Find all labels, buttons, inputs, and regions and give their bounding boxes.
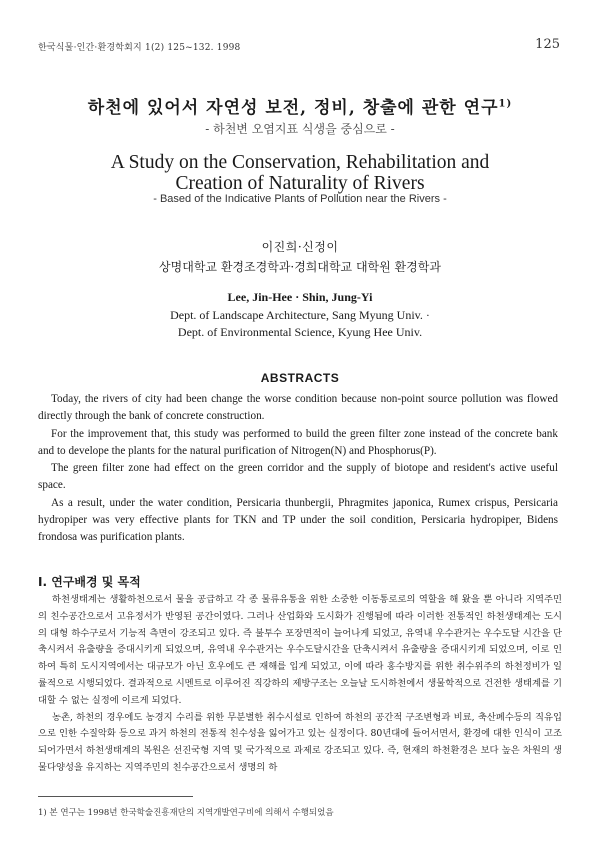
korean-title-text: 하천에 있어서 자연성 보전, 정비, 창출에 관한 연구: [87, 98, 499, 118]
korean-subtitle: - 하천변 오염지표 식생을 중심으로 -: [205, 122, 395, 136]
footnote: 1) 본 연구는 1998년 한국학술진흥재단의 지역개발연구비에 의해서 수행되었음: [38, 808, 334, 818]
section-heading: I. 연구배경 및 목적: [38, 575, 141, 589]
english-title: [0, 152, 600, 194]
abstract-heading: ABSTRACTS: [260, 371, 340, 385]
english-title-line-2: Creation of Naturality of Rivers: [175, 173, 425, 194]
abstract-paragraph: The green filter zone had effect on the green corridor and the supply of biotope and resident's active useful space.: [38, 462, 558, 492]
abstract-body: [38, 391, 558, 547]
page-number: 125: [535, 37, 560, 52]
abstract-paragraph: For the improvement that, this study was performed to build the green filter zone instead of the concrete bank and to develope the plants for the natural purification of Nitrogen(N) and Phosphorus(P).: [38, 427, 558, 457]
korean-title: [0, 93, 600, 118]
abstract-paragraph: Today, the rivers of city had been change the worse condition because non-point source pollution was flowed directly through the bank of concrete construction.: [38, 393, 558, 423]
english-subtitle: - Based of the Indicative Plants of Pollution near the Rivers -: [153, 193, 447, 205]
korean-authors: 이진희·신정이: [261, 240, 339, 254]
english-authors: Lee, Jin-Hee · Shin, Jung-Yi: [227, 290, 373, 304]
body-paragraph: 농촌, 하천의 경우에도 농경지 수리를 위한 무분별한 취수시설로 인하여 하천의 공간적 구조변형과 비료, 축산폐수등의 직유입으로 인한 수질악화 등으로 과거 하천의 전통적 친수성을 잃어가고 있는 실정이다. 80년대에 들어서면서, 환경에 대한 인식이 고조되어가면서 하천생태계의 복원은 선진국형 지역 및 국가적으로 과제로 강조되고 있다. 즉, 현재의 하천환경은 보다 높은 차원의 생물다양성을 유지하는 지역주민의 친수공간으로서 생명의 하: [38, 711, 562, 773]
english-title-line-1: A Study on the Conservation, Rehabilitation and: [110, 152, 490, 173]
footnote-divider: [38, 796, 193, 797]
korean-affiliation: 상명대학교 환경조경학과·경희대학교 대학원 환경학과: [159, 260, 441, 274]
body-paragraph: 하천생태계는 생활하천으로서 물을 공급하고 각 종 물류유통을 위한 소중한 이동통로로의 역할을 해 왔을 뿐 아니라 지역주민의 친수공간으로서 고유정서가 반영된 공간이였다. 그러나 산업화와 도시화가 진행됨에 따라 이러한 전통적인 하천생태계는 도시의 대형 하수구로서 기능적 측면이 강조되고 있다. 즉 불투수 포장면적이 늘어나게 되었고, 유역내 우수관거는 우수도달 시간을 단축시켜서 유출량을 증대시키게 되었으며, 유역내 우수관거는 우수도달시간을 단축시켜서 유출량을 증대시키게 되었으며, 이로 인하여 특히 도시지역에서는 대규모가 아닌 호우에도 큰 재해를 입게 되었고, 이에 따라 홍수방지를 위한 취수위주의 하천정비가 일률적으로 시행되었다. 결과적으로 시멘트로 이루어진 직강하의 제방구조는 오늘날 도시하천에서 생물학적으로 건전한 생태계를 기대할 수 없는 실정에 이르게 되었다.: [38, 594, 562, 706]
english-affiliation-1: Dept. of Landscape Architecture, Sang Myung Univ. ·: [170, 308, 430, 322]
journal-running-head: 한국식물·인간·환경학회지 1(2) 125~132. 1998: [38, 43, 241, 53]
abstract-paragraph: As a result, under the water condition, Persicaria thunbergii, Phragmites japonica, Rumex crispus, Persicaria hydropiper was very effective plants for TKN and TP under the soil condition, Persicaria hydropiper, Bidens frondosa was purification plants.: [38, 496, 558, 544]
section-body: [38, 592, 562, 777]
title-footnote-mark[interactable]: 1): [498, 98, 513, 110]
english-affiliation-2: Dept. of Environmental Science, Kyung Hee Univ.: [177, 325, 423, 339]
